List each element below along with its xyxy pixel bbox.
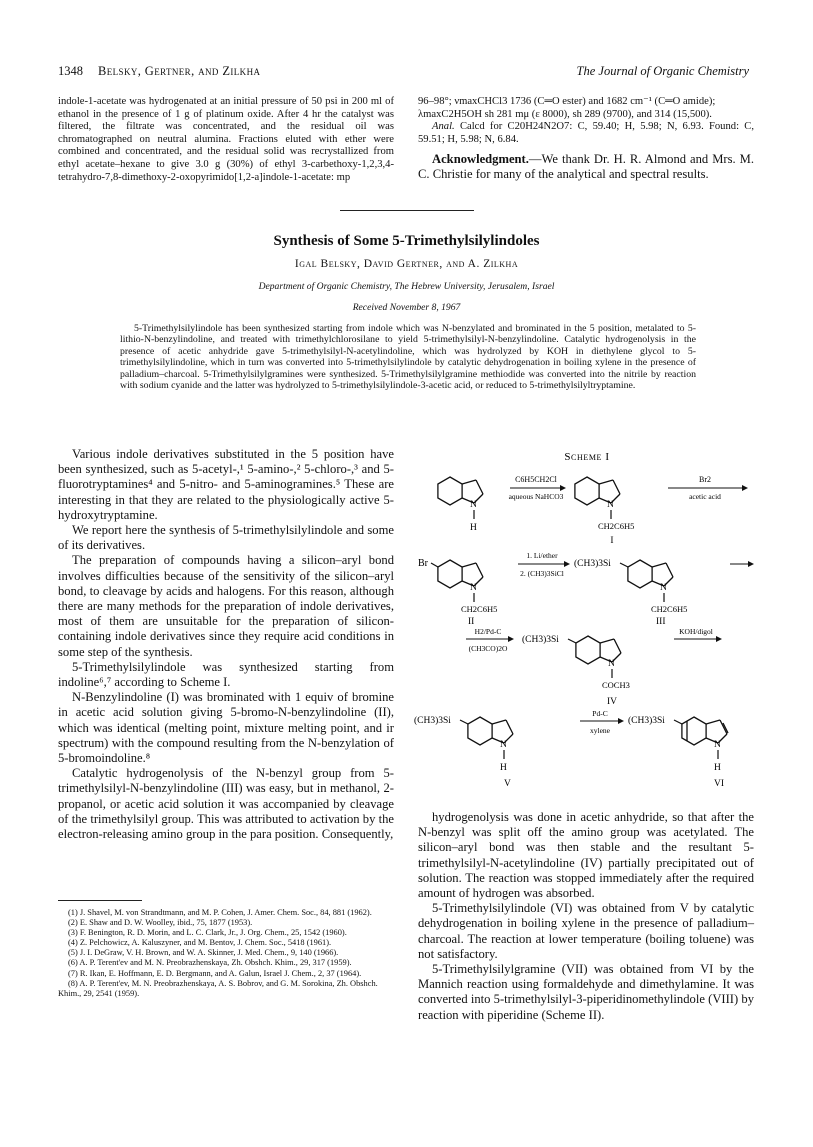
substituent-acetyl: COCH3 xyxy=(602,680,630,690)
reagent: acetic acid xyxy=(689,492,721,501)
footnotes xyxy=(58,908,394,999)
paragraph: We report here the synthesis of 5-trimethylsilylindole and some of its derivatives. xyxy=(58,523,394,553)
bond xyxy=(674,720,682,724)
running-authors: Belsky, Gertner, and Zilkha xyxy=(98,64,261,78)
reagent: 1. Li/ether xyxy=(526,551,558,560)
reagent: C6H5CH2Cl xyxy=(515,475,557,484)
uv-data-line: λmaxC2H5OH sh 281 mμ (ε 8000), sh 289 (9700), and 314 (15,500). xyxy=(418,108,712,120)
arrowhead xyxy=(560,485,566,491)
substituent-benzyl: CH2C6H5 xyxy=(598,521,635,531)
top-right-block xyxy=(418,96,754,146)
compound-label-2: II xyxy=(468,617,475,627)
received-date: Received November 8, 1967 xyxy=(352,302,461,313)
bond xyxy=(568,639,576,643)
analysis-label: Anal. xyxy=(432,121,455,133)
bond xyxy=(431,563,438,567)
scheme-title: Scheme I xyxy=(564,451,610,463)
arrowhead xyxy=(564,561,570,567)
paragraph: 5-Trimethylsilylgramine (VII) was obtained from VI by the Mannich reaction using formaldehyde and dimethylamine. It was converted into 5-trimethylsilyl-3-piperidinomethylindole (VIII) by reaction with piperidine (Scheme II). xyxy=(418,962,754,1022)
tms-substituent: (CH3)3Si xyxy=(628,716,665,726)
compound-label-4: IV xyxy=(607,697,618,707)
compound-label-1: I xyxy=(610,536,614,546)
n-atom: N xyxy=(470,500,477,510)
reagent: aqueous NaHCO3 xyxy=(508,492,564,501)
scheme-1-diagram xyxy=(412,446,762,806)
arrowhead xyxy=(716,636,722,642)
tms-substituent: (CH3)3Si xyxy=(522,635,559,645)
n-atom: N xyxy=(608,659,615,669)
tms-substituent: (CH3)3Si xyxy=(414,716,451,726)
footnote: (4) Z. Pelchowicz, A. Kaluszyner, and M. Bentov, J. Chem. Soc., 5418 (1961). xyxy=(68,938,332,948)
reagent: H2/Pd-C xyxy=(474,627,502,636)
arrowhead xyxy=(742,485,748,491)
n-atom: N xyxy=(470,583,477,593)
body-right-column xyxy=(418,810,754,1023)
reagent: Br2 xyxy=(699,475,711,484)
indole-structure xyxy=(682,717,728,745)
n-atom: N xyxy=(500,740,507,750)
substituent-benzyl: CH2C6H5 xyxy=(651,604,688,614)
bond xyxy=(460,720,468,724)
bond xyxy=(620,563,628,567)
compound-label-6: VI xyxy=(714,779,725,789)
footnote: (1) J. Shavel, M. von Strandtmann, and M. P. Cohen, J. Amer. Chem. Soc., 84, 881 (1962). xyxy=(68,908,372,917)
substituent-h: H xyxy=(470,523,477,533)
compound-label-3: III xyxy=(656,617,666,627)
paragraph: N-Benzylindoline (I) was brominated with 1 equiv of bromine in acetic acid solution giving 5-bromo-N-benzylindoline (II), which was identical (melting point, mixture melting point, and ir spectrum) with the compound resulting from the N-benzylation of 5-bromoindoline.⁸ xyxy=(58,690,394,766)
substituent-h: H xyxy=(714,763,721,773)
body-left-column xyxy=(58,447,394,842)
paragraph: The preparation of compounds having a silicon–aryl bond involves difficulties because of the sensitivity of the silicon–aryl bond, to cleavage by acids and halogens. For this reason, although there are many methods for the preparation of indole derivatives, most of them are unsuitable for the preparation of silicon-containing indole derivatives since they require acid conditions in some step of the synthesis. xyxy=(58,553,394,659)
paragraph: 5-Trimethylsilylindole was synthesized starting from indoline⁶,⁷ according to Scheme I. xyxy=(58,659,394,690)
article-authors: Igal Belsky, David Gertner, and A. Zilkha xyxy=(294,258,519,270)
journal-name: The Journal of Organic Chemistry xyxy=(576,64,749,78)
bromo-substituent: Br xyxy=(418,558,428,569)
footnote: (7) R. Ikan, E. Hoffmann, E. D. Bergmann, and A. Galun, Israel J. Chem., 2, 37 (1964). xyxy=(68,968,362,978)
arrowhead xyxy=(748,561,754,567)
footnote: (5) J. I. DeGraw, V. H. Brown, and W. A. Skinner, J. Med. Chem., 9, 140 (1966). xyxy=(68,948,339,958)
compound-label-5: V xyxy=(504,779,511,789)
paragraph: Various indole derivatives substituted in the 5 position have been synthesized, such as 5-acetyl-,¹ 5-amino-,² 5-chloro-,³ and 5-fluorotryptamines⁴ and 5-nitro- and 5-aminogramines.⁵ These are interesting in that they are related to the physiologically active 5-hydroxytryptamine. xyxy=(58,447,394,522)
section-divider xyxy=(340,210,474,211)
reagent: KOH/digol xyxy=(679,627,713,636)
footnote-divider xyxy=(58,900,142,901)
footnote: (3) F. Benington, R. D. Morin, and L. C. Clark, Jr., J. Org. Chem., 25, 1542 (1960). xyxy=(68,928,347,938)
affiliation: Department of Organic Chemistry, The Hebrew University, Jerusalem, Israel xyxy=(258,281,555,292)
acknowledgment-text: —We thank Dr. H. R. Almond and Mrs. M. C. Christie for many of the analytical and spectral results. xyxy=(418,152,754,182)
arrowhead xyxy=(618,718,624,724)
paragraph: 5-Trimethylsilylindole (VI) was obtained from V by catalytic dehydrogenation in boiling xylene in the presence of palladium–charcoal. The reaction at lower temperature (boiling toluene) was not satisfactory. xyxy=(418,901,754,961)
continuation-text: indole-1-acetate was hydrogenated at an initial pressure of 50 psi in 200 ml of ethanol in the presence of 1 g of platinum oxide. After 4 hr the catalyst was filtered, the filtrate was concentrated, and the residual oil was chromatographed on neutral alumina. Fractions eluted with ether were combined and concentrated, and the residual solid was recrystallized from ethyl acetate–hexane to give 3.0 g (30%) of ethyl 3-carbethoxy-1,2,3,4-tetrahydro-7,8-dimethoxy-2-oxopyrimido[1,2-a]indole-1-acetate: mp xyxy=(58,96,394,183)
reagent: (CH3CO)2O xyxy=(468,644,508,653)
tms-substituent: (CH3)3Si xyxy=(574,559,611,569)
acknowledgment-label: Acknowledgment. xyxy=(432,152,529,166)
abstract: 5-Trimethylsilylindole has been synthesized starting from indole which was N-benzylated and brominated in the 5 position, metalated to 5-lithio-N-benzylindoline, and treated with trimethylchlorosilane to yield 5-trimethylsilyl-N-benzylindoline. Catalytic hydrogenolysis in the presence of acetic anhydride gave 5-trimethylsilyl-N-acetylindoline, which was hydrolyzed by KOH in diethylene glycol to 5-trimethylsilylindoline, which in turn was converted into 5-trimethylsilylindole by catalytic dehydrogenation in boiling xylene in the presence of palladium–charcoal. 5-Trimethylsilylgramines were synthesized. 5-Trimethylsilylgramine methiodide was converted into the nitrile by reaction with sodium cyanide and the latter was hydrolyzed to 5-trimethylsilylindole-3-acetic acid, or reduced to 5-trimethylsilyltryptamine. xyxy=(120,323,696,392)
n-atom: N xyxy=(660,583,667,593)
reagent: xylene xyxy=(590,726,610,735)
arrowhead xyxy=(508,636,514,642)
paragraph: hydrogenolysis was done in acetic anhydride, so that after the N-benzyl was split off the amino group was acetylated. The silicon–aryl bond was then stable and the resultant 5-trimethylsilyl-N-acetylindoline (IV) partially precipitated out of solution. The reaction was stopped immediately after the required amount of hydrogen was absorbed. xyxy=(418,810,754,901)
ir-data-line: 96–98°; νmaxCHCl3 1736 (C═O ester) and 1682 cm⁻¹ (C═O amide); xyxy=(418,96,716,107)
acknowledgment xyxy=(418,152,754,182)
analysis-text: Calcd for C20H24N2O7: C, 59.40; H, 5.98; N, 6.93. Found: C, 59.51; H, 5.98; N, 6.84. xyxy=(418,121,754,145)
footnote: (8) A. P. Terent'ev, M. N. Preobrazhenskaya, A. S. Bobrov, and G. M. Sorokina, Zh. Obshch. Khim., 29, 2541 (1959). xyxy=(58,978,378,998)
reagent: Pd-C xyxy=(592,709,608,718)
page-number: 1348 xyxy=(58,64,83,78)
footnote: (6) A. P. Terent'ev and M. N. Preobrazhenskaya, Zh. Obshch. Khim., 29, 317 (1959). xyxy=(68,958,352,968)
substituent-benzyl: CH2C6H5 xyxy=(461,604,498,614)
paragraph: Catalytic hydrogenolysis of the N-benzyl group from 5-trimethylsilyl-N-benzylindoline (III) was easy, but in methanol, 2-propanol, or acetic acid solution it was accompanied by cleavage of the trimethylsilyl group. This was attributed to activation by the electron-releasing amino group in the para position. Consequently, xyxy=(58,766,394,842)
footnote: (2) E. Shaw and D. W. Woolley, ibid., 75, 1877 (1953). xyxy=(68,918,253,928)
n-atom: N xyxy=(714,740,721,750)
analysis-line xyxy=(418,121,754,146)
reagent: 2. (CH3)3SiCl xyxy=(520,569,564,578)
top-left-paragraph xyxy=(58,96,394,184)
substituent-h: H xyxy=(500,763,507,773)
n-atom: N xyxy=(607,500,614,510)
article-title: Synthesis of Some 5-Trimethylsilylindoles xyxy=(273,233,540,249)
